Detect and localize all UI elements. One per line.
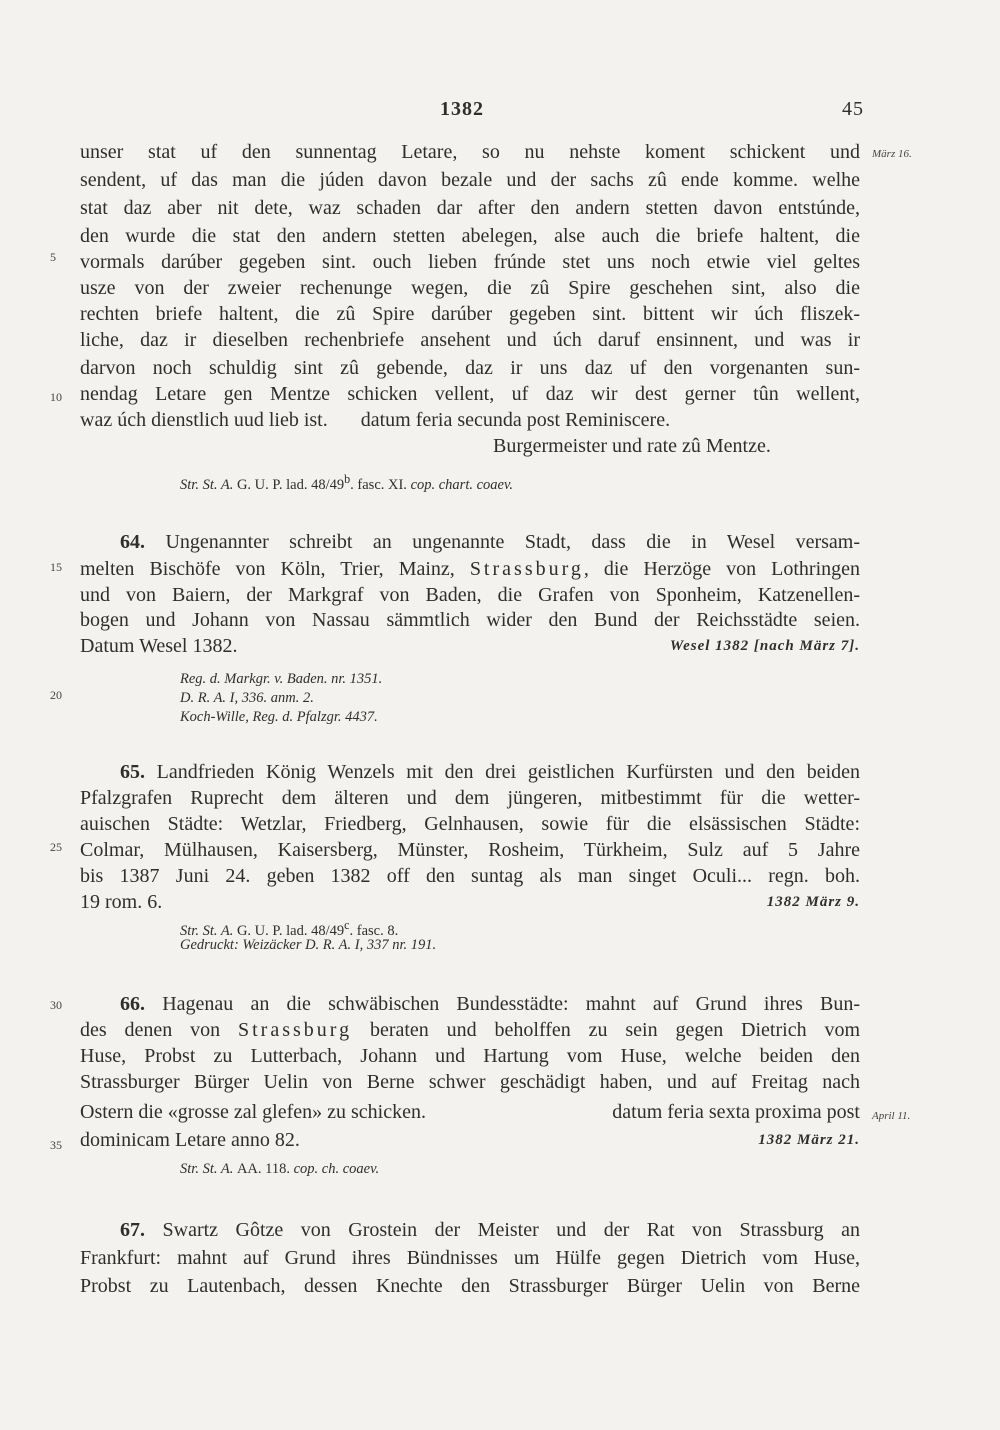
archive-ref-sup: c	[344, 918, 350, 932]
source-reference	[180, 470, 513, 494]
text-line-part: dominicam Letare anno 82.	[80, 1129, 300, 1151]
entry-67-first-line	[80, 1218, 860, 1242]
text-line: Probst zu Lautenbach, dessen Knechte den Strassburger Bürger Uelin von Berne	[80, 1275, 860, 1297]
text-line-part: , die Herzöge von Lothringen	[583, 558, 860, 580]
signature-line: Burgermeister und rate zû Mentze.	[493, 435, 771, 457]
entry-number: 67.	[120, 1219, 145, 1241]
archive-copy-note: cop. ch. coaev.	[293, 1161, 380, 1177]
text-line-part: Landfrieden König Wenzels mit den drei geistlichen Kurfürsten und den beiden	[156, 761, 861, 783]
regest-reference: D. R. A. I, 336. anm. 2.	[180, 690, 314, 706]
entry-64-first-line	[80, 530, 860, 554]
line-number: 35	[50, 1138, 62, 1152]
text-line: Frankfurt: mahnt auf Grund ihres Bündnisses um Hülfe gegen Dietrich vom Huse,	[80, 1247, 860, 1269]
text-line-part: beraten und beholffen zu sein gegen Dietrich vom	[369, 1019, 860, 1041]
text-line: bogen und Johann von Nassau sämmtlich wider den Bund der Reichsstädte seien.	[80, 609, 860, 631]
text-line-part: des denen von	[80, 1019, 221, 1041]
entry-date: 1382 März 21.	[758, 1132, 860, 1148]
archive-abbr: Str. St. A.	[180, 1161, 234, 1177]
text-line: Colmar, Mülhausen, Kaisersberg, Münster, Rosheim, Türkheim, Sulz auf 5 Jahre	[80, 839, 860, 861]
text-line	[80, 557, 860, 581]
text-line: Huse, Probst zu Lutterbach, Johann und Hartung vom Huse, welche beiden den	[80, 1045, 860, 1067]
source-reference	[180, 1160, 379, 1178]
text-line: rechten briefe haltent, die zû Spire darúber gegeben sint. bittent wir úch fliszek-	[80, 303, 860, 325]
line-number: 20	[50, 688, 62, 702]
text-line: den wurde die stat den andern stetten abelegen, alse auch die briefe haltent, die	[80, 225, 860, 247]
text-line: darvon noch schuldig sint zû gebende, daz ir uns daz uf den vorgenanten sun-	[80, 357, 860, 379]
text-line-part: datum feria sexta proxima post	[612, 1101, 860, 1123]
text-line-part: 19 rom. 6.	[80, 891, 163, 913]
text-line-part: Swartz Gôtze von Grostein der Meister und der Rat von Strassburg an	[162, 1219, 860, 1241]
line-number: 5	[50, 250, 56, 264]
text-line: Strassburger Bürger Uelin von Berne schwer geschädigt haben, und auf Freitag nach	[80, 1071, 860, 1093]
regest-reference: Reg. d. Markgr. v. Baden. nr. 1351.	[180, 671, 383, 687]
archive-ref-fasc: . fasc. 8.	[349, 922, 399, 939]
text-line-part: Datum Wesel 1382.	[80, 635, 238, 657]
text-line: und von Baiern, der Markgraf von Baden, die Grafen von Sponheim, Katzenellen-	[80, 584, 860, 606]
spaced-city-name: Strassburg	[238, 1019, 353, 1041]
line-number: 30	[50, 998, 62, 1012]
archive-ref-fasc: . fasc. XI.	[350, 476, 407, 493]
archive-ref: G. U. P. lad. 48/49	[236, 476, 345, 493]
line-number: 25	[50, 840, 62, 854]
page-number: 45	[842, 98, 864, 120]
spaced-city-name: Strassburg	[469, 558, 584, 580]
text-line: unser stat uf den sunnentag Letare, so nu nehste koment schickent und	[80, 141, 860, 163]
archive-copy-note: cop. chart. coaev.	[410, 476, 513, 493]
text-line: stat daz aber nit dete, waz schaden dar after den andern stetten davon entstúnde,	[80, 197, 860, 219]
text-line-part: waz úch dienstlich uud lieb ist.	[80, 409, 328, 431]
entry-65-first-line	[80, 760, 860, 784]
text-line: bis 1387 Juni 24. geben 1382 off den suntag als man singet Oculi... regn. boh.	[80, 865, 860, 887]
text-line	[80, 1018, 860, 1042]
text-line	[80, 634, 860, 658]
margin-date-note: März 16.	[872, 148, 912, 160]
entry-number: 65.	[120, 761, 145, 783]
text-line-part: Ostern die «grosse zal glefen» zu schicken.	[80, 1101, 426, 1123]
print-reference: Gedruckt: Weizäcker D. R. A. I, 337 nr. 191.	[180, 937, 437, 953]
entry-number: 64.	[120, 531, 145, 553]
archive-ref: AA. 118.	[236, 1161, 290, 1177]
archive-ref-sup: b	[344, 472, 351, 486]
archive-ref: G. U. P. lad. 48/49	[236, 922, 345, 939]
text-line-part: datum feria secunda post Reminiscere.	[360, 409, 671, 431]
text-line	[80, 1100, 860, 1124]
margin-date-note: April 11.	[872, 1110, 911, 1122]
text-line: usze von der zweier rechenunge wegen, die zû Spire geschehen sint, also die	[80, 277, 860, 299]
line-number: 15	[50, 560, 62, 574]
text-line: auischen Städte: Wetzlar, Friedberg, Gelnhausen, sowie für die elsässischen Städte:	[80, 813, 860, 835]
text-line: vormals darúber gegeben sint. ouch lieben frúnde stet uns noch etwie viel geltes	[80, 251, 860, 273]
text-line: Pfalzgrafen Ruprecht dem älteren und dem jüngeren, mitbestimmt für die wetter-	[80, 787, 860, 809]
text-line-part: melten Bischöfe von Köln, Trier, Mainz,	[80, 558, 455, 580]
text-line: nendag Letare gen Mentze schicken vellent, uf daz wir dest gerner tûn wellent,	[80, 383, 860, 405]
text-line-part: Hagenau an die schwäbischen Bundesstädte: mahnt auf Grund ihres Bun-	[162, 993, 860, 1015]
text-line: liche, daz ir dieselben rechenbriefe ansehent und úch daruf ensinnent, und was ir	[80, 329, 860, 351]
entry-66-first-line	[80, 992, 860, 1016]
text-line: sendent, uf das man die júden davon bezale und der sachs zû ende komme. welhe	[80, 169, 860, 191]
entry-date: Wesel 1382 [nach März 7].	[669, 638, 860, 654]
regest-reference: Koch-Wille, Reg. d. Pfalzgr. 4437.	[180, 709, 378, 725]
text-line	[80, 890, 860, 914]
page-year-header: 1382	[440, 98, 484, 120]
archive-abbr: Str. St. A.	[180, 922, 234, 939]
line-number: 10	[50, 390, 62, 404]
entry-number: 66.	[120, 993, 145, 1015]
text-line-part: Ungenannter schreibt an ungenannte Stadt, dass die in Wesel versam-	[165, 531, 860, 553]
entry-date: 1382 März 9.	[766, 894, 860, 910]
archive-abbr: Str. St. A.	[180, 476, 234, 493]
text-line	[80, 408, 860, 432]
text-line	[80, 1128, 860, 1152]
